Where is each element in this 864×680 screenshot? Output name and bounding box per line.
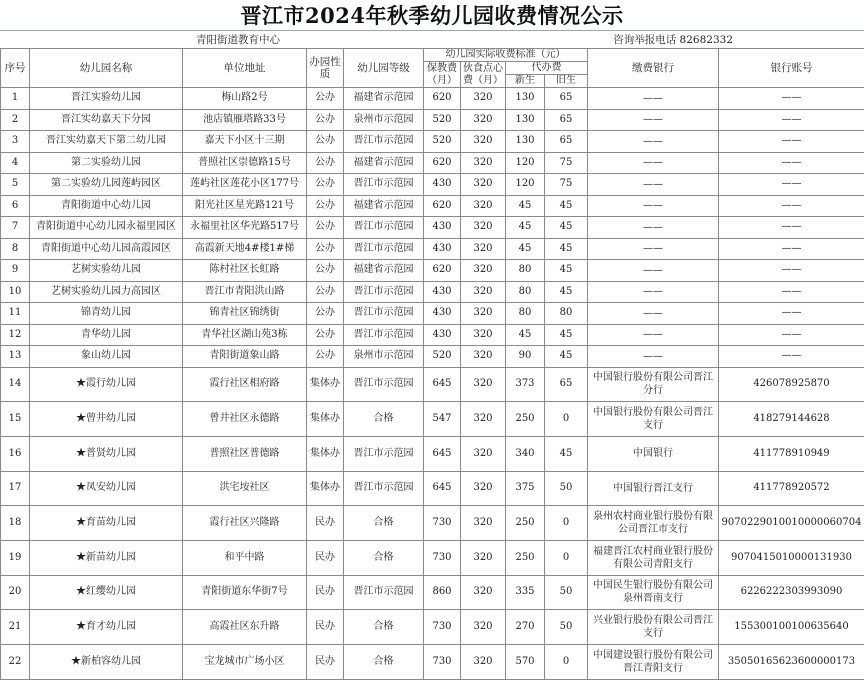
- header-care-fee: 保教费（月）: [424, 62, 461, 88]
- cell-bank: 福建晋江农村商业银行股份有限公司青阳支行: [588, 540, 719, 575]
- cell-level: 晋江市示范园: [344, 436, 424, 471]
- cell-address: 普照社区崇德路15号: [183, 152, 307, 174]
- cell-old-fee: 75: [545, 174, 588, 196]
- cell-level: 晋江市示范园: [344, 281, 424, 303]
- cell-meal-fee: 320: [461, 281, 506, 303]
- header-fee-standard: 幼儿园实际收费标准（元）: [424, 49, 588, 62]
- cell-bank: ——: [588, 260, 719, 282]
- cell-nature: 公办: [307, 109, 344, 131]
- cell-seq: 20: [1, 575, 30, 610]
- cell-old-fee: 45: [545, 195, 588, 217]
- cell-care-fee: 620: [424, 152, 461, 174]
- cell-name: 青阳街道中心幼儿园高霞园区: [30, 238, 183, 260]
- cell-account: ——: [719, 174, 864, 196]
- cell-account: ——: [719, 346, 864, 368]
- cell-old-fee: 45: [545, 217, 588, 239]
- cell-old-fee: 0: [545, 645, 588, 680]
- cell-seq: 1: [1, 88, 30, 110]
- table-row: [1, 303, 864, 325]
- cell-meal-fee: 320: [461, 367, 506, 402]
- cell-seq: 7: [1, 217, 30, 239]
- cell-name: 青阳街道中心幼儿园永福里园区: [30, 217, 183, 239]
- cell-seq: 11: [1, 303, 30, 325]
- cell-care-fee: 730: [424, 540, 461, 575]
- cell-new-fee: 373: [506, 367, 545, 402]
- cell-bank: 中国建设银行股份有限公司晋江青阳支行: [588, 645, 719, 680]
- cell-level: 晋江市示范园: [344, 131, 424, 153]
- cell-level: 福建省示范园: [344, 152, 424, 174]
- cell-new-fee: 270: [506, 610, 545, 645]
- cell-address: 晋江市青阳洪山路: [183, 281, 307, 303]
- header-new-student: 新生: [506, 75, 545, 88]
- cell-old-fee: 65: [545, 367, 588, 402]
- hotline-label: 咨询举报电话 82682332: [613, 31, 733, 49]
- cell-new-fee: 335: [506, 575, 545, 610]
- cell-nature: 公办: [307, 324, 344, 346]
- cell-old-fee: 75: [545, 152, 588, 174]
- table-row: [1, 506, 864, 541]
- cell-nature: 公办: [307, 174, 344, 196]
- cell-care-fee: 730: [424, 610, 461, 645]
- cell-old-fee: 65: [545, 131, 588, 153]
- cell-name: 象山幼儿园: [30, 346, 183, 368]
- cell-care-fee: 620: [424, 260, 461, 282]
- cell-old-fee: 45: [545, 324, 588, 346]
- cell-name: 青华幼儿园: [30, 324, 183, 346]
- cell-account: ——: [719, 152, 864, 174]
- cell-meal-fee: 320: [461, 402, 506, 437]
- cell-seq: 4: [1, 152, 30, 174]
- cell-new-fee: 120: [506, 174, 545, 196]
- cell-name: 艺树实验幼儿园力高园区: [30, 281, 183, 303]
- cell-nature: 集体办: [307, 471, 344, 506]
- cell-new-fee: 570: [506, 645, 545, 680]
- cell-bank: ——: [588, 109, 719, 131]
- table-row: [1, 195, 864, 217]
- cell-level: 合格: [344, 402, 424, 437]
- cell-new-fee: 120: [506, 152, 545, 174]
- cell-level: 晋江市示范园: [344, 174, 424, 196]
- header-agency-fee: 代办费: [506, 62, 588, 75]
- cell-level: 晋江市示范园: [344, 575, 424, 610]
- cell-care-fee: 645: [424, 471, 461, 506]
- cell-account: ——: [719, 324, 864, 346]
- cell-address: 宝龙城市广场小区: [183, 645, 307, 680]
- cell-care-fee: 430: [424, 303, 461, 325]
- cell-account: 411778910949: [719, 436, 864, 471]
- cell-nature: 公办: [307, 346, 344, 368]
- cell-nature: 集体办: [307, 436, 344, 471]
- table-row: [1, 131, 864, 153]
- cell-old-fee: 45: [545, 281, 588, 303]
- cell-address: 阳光社区星光路121号: [183, 195, 307, 217]
- cell-new-fee: 80: [506, 260, 545, 282]
- cell-nature: 公办: [307, 303, 344, 325]
- cell-account: ——: [719, 260, 864, 282]
- cell-level: 合格: [344, 645, 424, 680]
- cell-old-fee: 0: [545, 506, 588, 541]
- cell-seq: 10: [1, 281, 30, 303]
- cell-bank: 中国银行: [588, 436, 719, 471]
- cell-name: 晋江实幼嘉天下分园: [30, 109, 183, 131]
- table-row: [1, 610, 864, 645]
- cell-seq: 6: [1, 195, 30, 217]
- cell-bank: ——: [588, 195, 719, 217]
- cell-new-fee: 45: [506, 217, 545, 239]
- cell-new-fee: 250: [506, 540, 545, 575]
- cell-name: ★曾井幼儿园: [30, 402, 183, 437]
- cell-account: 6226222303993090: [719, 575, 864, 610]
- cell-seq: 21: [1, 610, 30, 645]
- cell-address: 和平中路: [183, 540, 307, 575]
- fee-table: [0, 48, 864, 680]
- cell-new-fee: 45: [506, 324, 545, 346]
- cell-account: 411778920572: [719, 471, 864, 506]
- cell-meal-fee: 320: [461, 324, 506, 346]
- table-row: [1, 152, 864, 174]
- cell-old-fee: 0: [545, 540, 588, 575]
- header-bank: 缴费银行: [588, 49, 719, 88]
- cell-meal-fee: 320: [461, 109, 506, 131]
- cell-seq: 9: [1, 260, 30, 282]
- table-row: [1, 174, 864, 196]
- cell-address: 陈村社区长虹路: [183, 260, 307, 282]
- cell-account: 426078925870: [719, 367, 864, 402]
- cell-address: 洪宅垵社区: [183, 471, 307, 506]
- cell-level: 晋江市示范园: [344, 367, 424, 402]
- cell-nature: 公办: [307, 152, 344, 174]
- cell-bank: ——: [588, 303, 719, 325]
- cell-account: 418279144628: [719, 402, 864, 437]
- cell-seq: 18: [1, 506, 30, 541]
- cell-bank: ——: [588, 281, 719, 303]
- cell-level: 晋江市示范园: [344, 324, 424, 346]
- cell-name: ★育苗幼儿园: [30, 506, 183, 541]
- cell-old-fee: 45: [545, 260, 588, 282]
- cell-nature: 民办: [307, 645, 344, 680]
- cell-old-fee: 80: [545, 303, 588, 325]
- cell-old-fee: 45: [545, 238, 588, 260]
- header-name: 幼儿园名称: [30, 49, 183, 88]
- cell-name: 青阳街道中心幼儿园: [30, 195, 183, 217]
- cell-new-fee: 45: [506, 238, 545, 260]
- cell-account: ——: [719, 131, 864, 153]
- cell-bank: ——: [588, 88, 719, 110]
- cell-care-fee: 520: [424, 346, 461, 368]
- cell-meal-fee: 320: [461, 88, 506, 110]
- cell-nature: 公办: [307, 195, 344, 217]
- cell-bank: ——: [588, 131, 719, 153]
- cell-nature: 集体办: [307, 402, 344, 437]
- cell-care-fee: 730: [424, 506, 461, 541]
- cell-level: 福建省示范园: [344, 260, 424, 282]
- table-row: [1, 88, 864, 110]
- cell-account: ——: [719, 217, 864, 239]
- header-old-student: 旧生: [545, 75, 588, 88]
- cell-level: 晋江市示范园: [344, 217, 424, 239]
- table-row: [1, 324, 864, 346]
- cell-care-fee: 860: [424, 575, 461, 610]
- cell-seq: 5: [1, 174, 30, 196]
- table-body: [1, 88, 864, 680]
- cell-account: ——: [719, 88, 864, 110]
- cell-new-fee: 250: [506, 402, 545, 437]
- table-row: [1, 645, 864, 680]
- cell-new-fee: 130: [506, 109, 545, 131]
- cell-nature: 公办: [307, 281, 344, 303]
- cell-level: 泉州市示范园: [344, 109, 424, 131]
- cell-care-fee: 430: [424, 238, 461, 260]
- cell-bank: 泉州农村商业银行股份有限公司晋江市支行: [588, 506, 719, 541]
- cell-seq: 12: [1, 324, 30, 346]
- cell-care-fee: 430: [424, 217, 461, 239]
- cell-care-fee: 547: [424, 402, 461, 437]
- cell-nature: 民办: [307, 540, 344, 575]
- cell-address: 池店镇雁塔路33号: [183, 109, 307, 131]
- cell-seq: 14: [1, 367, 30, 402]
- cell-account: 155300100100635640: [719, 610, 864, 645]
- cell-old-fee: 0: [545, 402, 588, 437]
- cell-seq: 17: [1, 471, 30, 506]
- cell-address: 青华社区湖山苑3栋: [183, 324, 307, 346]
- header-nature: 办园性质: [307, 49, 344, 88]
- cell-meal-fee: 320: [461, 174, 506, 196]
- cell-meal-fee: 320: [461, 195, 506, 217]
- cell-name: ★新苗幼儿园: [30, 540, 183, 575]
- cell-care-fee: 645: [424, 367, 461, 402]
- cell-level: 晋江市示范园: [344, 471, 424, 506]
- cell-nature: 民办: [307, 506, 344, 541]
- table-row: [1, 436, 864, 471]
- table-header: [1, 49, 864, 88]
- cell-meal-fee: 320: [461, 575, 506, 610]
- cell-level: 合格: [344, 506, 424, 541]
- cell-bank: 中国银行股份有限公司晋江支行: [588, 402, 719, 437]
- header-account: 银行账号: [719, 49, 864, 88]
- cell-nature: 民办: [307, 575, 344, 610]
- cell-address: 嘉天下小区十三期: [183, 131, 307, 153]
- cell-name: 晋江实验幼儿园: [30, 88, 183, 110]
- table-row: [1, 471, 864, 506]
- cell-name: 锦青幼儿园: [30, 303, 183, 325]
- cell-seq: 2: [1, 109, 30, 131]
- cell-old-fee: 45: [545, 346, 588, 368]
- cell-level: 福建省示范园: [344, 195, 424, 217]
- cell-nature: 公办: [307, 88, 344, 110]
- cell-bank: ——: [588, 238, 719, 260]
- cell-new-fee: 250: [506, 506, 545, 541]
- cell-meal-fee: 320: [461, 303, 506, 325]
- cell-address: 霞行社区兴隆路: [183, 506, 307, 541]
- cell-old-fee: 50: [545, 575, 588, 610]
- cell-care-fee: 520: [424, 131, 461, 153]
- cell-meal-fee: 320: [461, 540, 506, 575]
- header-address: 单位地址: [183, 49, 307, 88]
- cell-nature: 公办: [307, 131, 344, 153]
- cell-bank: ——: [588, 152, 719, 174]
- cell-meal-fee: 320: [461, 217, 506, 239]
- cell-address: 高霞新天地4#楼1#梯: [183, 238, 307, 260]
- cell-old-fee: 65: [545, 109, 588, 131]
- table-row: [1, 217, 864, 239]
- table-row: [1, 109, 864, 131]
- cell-name: 晋江实幼嘉天下第二幼儿园: [30, 131, 183, 153]
- cell-seq: 16: [1, 436, 30, 471]
- cell-account: 35050165623600000173: [719, 645, 864, 680]
- cell-seq: 22: [1, 645, 30, 680]
- cell-address: 永福里社区华光路517号: [183, 217, 307, 239]
- cell-seq: 15: [1, 402, 30, 437]
- cell-bank: 中国银行股份有限公司晋江分行: [588, 367, 719, 402]
- cell-meal-fee: 320: [461, 346, 506, 368]
- cell-care-fee: 620: [424, 195, 461, 217]
- cell-address: 莲屿社区莲花小区177号: [183, 174, 307, 196]
- table-row: [1, 238, 864, 260]
- cell-seq: 19: [1, 540, 30, 575]
- cell-meal-fee: 320: [461, 610, 506, 645]
- header-seq: 序号: [1, 49, 30, 88]
- cell-level: 泉州市示范园: [344, 346, 424, 368]
- cell-new-fee: 375: [506, 471, 545, 506]
- cell-account: ——: [719, 195, 864, 217]
- cell-meal-fee: 320: [461, 131, 506, 153]
- cell-meal-fee: 320: [461, 436, 506, 471]
- cell-name: 第二实验幼儿园: [30, 152, 183, 174]
- cell-name: ★新柏容幼儿园: [30, 645, 183, 680]
- cell-new-fee: 80: [506, 281, 545, 303]
- cell-care-fee: 430: [424, 324, 461, 346]
- cell-nature: 集体办: [307, 367, 344, 402]
- header-meal-fee: 伙食点心费（月）: [461, 62, 506, 88]
- cell-care-fee: 730: [424, 645, 461, 680]
- cell-address: 曾井社区永德路: [183, 402, 307, 437]
- publisher-label: 青阳街道教育中心: [196, 31, 280, 49]
- cell-account: ——: [719, 281, 864, 303]
- cell-nature: 公办: [307, 260, 344, 282]
- cell-account: ——: [719, 303, 864, 325]
- cell-meal-fee: 320: [461, 260, 506, 282]
- cell-address: 高霞社区东升路: [183, 610, 307, 645]
- cell-level: 合格: [344, 540, 424, 575]
- cell-name: ★霞行幼儿园: [30, 367, 183, 402]
- cell-address: 梅山路2号: [183, 88, 307, 110]
- cell-nature: 民办: [307, 610, 344, 645]
- cell-care-fee: 645: [424, 436, 461, 471]
- cell-address: 青阳街道象山路: [183, 346, 307, 368]
- table-row: [1, 402, 864, 437]
- cell-old-fee: 65: [545, 88, 588, 110]
- cell-bank: ——: [588, 324, 719, 346]
- cell-new-fee: 130: [506, 88, 545, 110]
- cell-old-fee: 50: [545, 471, 588, 506]
- cell-bank: ——: [588, 174, 719, 196]
- cell-bank: 中国银行晋江支行: [588, 471, 719, 506]
- cell-level: 福建省示范园: [344, 88, 424, 110]
- cell-name: 艺树实验幼儿园: [30, 260, 183, 282]
- cell-meal-fee: 320: [461, 471, 506, 506]
- cell-name: 第二实验幼儿园莲屿园区: [30, 174, 183, 196]
- cell-account: ——: [719, 109, 864, 131]
- cell-bank: 兴业银行股份有限公司晋江支行: [588, 610, 719, 645]
- cell-new-fee: 130: [506, 131, 545, 153]
- cell-care-fee: 430: [424, 174, 461, 196]
- cell-seq: 13: [1, 346, 30, 368]
- cell-name: ★凤安幼儿园: [30, 471, 183, 506]
- cell-bank: ——: [588, 217, 719, 239]
- header-level: 幼儿园等级: [344, 49, 424, 88]
- cell-new-fee: 80: [506, 303, 545, 325]
- cell-level: 合格: [344, 610, 424, 645]
- page-title: 晋江市2024年秋季幼儿园收费情况公示: [0, 0, 864, 31]
- cell-meal-fee: 320: [461, 238, 506, 260]
- cell-account: 9070229010010000060704: [719, 506, 864, 541]
- cell-meal-fee: 320: [461, 152, 506, 174]
- table-row: [1, 367, 864, 402]
- title-divider: [0, 30, 864, 31]
- cell-level: 晋江市示范园: [344, 238, 424, 260]
- cell-meal-fee: 320: [461, 645, 506, 680]
- cell-old-fee: 45: [545, 436, 588, 471]
- cell-address: 锦青社区锦绣街: [183, 303, 307, 325]
- cell-name: ★育才幼儿园: [30, 610, 183, 645]
- cell-meal-fee: 320: [461, 506, 506, 541]
- table-row: [1, 260, 864, 282]
- cell-bank: ——: [588, 346, 719, 368]
- cell-care-fee: 430: [424, 281, 461, 303]
- cell-seq: 8: [1, 238, 30, 260]
- cell-seq: 3: [1, 131, 30, 153]
- cell-new-fee: 45: [506, 195, 545, 217]
- cell-account: 9070415010000131930: [719, 540, 864, 575]
- cell-nature: 公办: [307, 238, 344, 260]
- cell-new-fee: 90: [506, 346, 545, 368]
- cell-address: 青阳街道东华街7号: [183, 575, 307, 610]
- cell-old-fee: 50: [545, 610, 588, 645]
- cell-address: 普照社区普德路: [183, 436, 307, 471]
- cell-nature: 公办: [307, 217, 344, 239]
- cell-address: 霞行社区相府路: [183, 367, 307, 402]
- cell-bank: 中国民生银行股份有限公司泉州晋南支行: [588, 575, 719, 610]
- cell-care-fee: 620: [424, 88, 461, 110]
- cell-name: ★红缨幼儿园: [30, 575, 183, 610]
- table-row: [1, 575, 864, 610]
- cell-new-fee: 340: [506, 436, 545, 471]
- cell-account: ——: [719, 238, 864, 260]
- table-row: [1, 540, 864, 575]
- cell-level: 晋江市示范园: [344, 303, 424, 325]
- table-row: [1, 281, 864, 303]
- cell-name: ★普贤幼儿园: [30, 436, 183, 471]
- table-row: [1, 346, 864, 368]
- cell-care-fee: 520: [424, 109, 461, 131]
